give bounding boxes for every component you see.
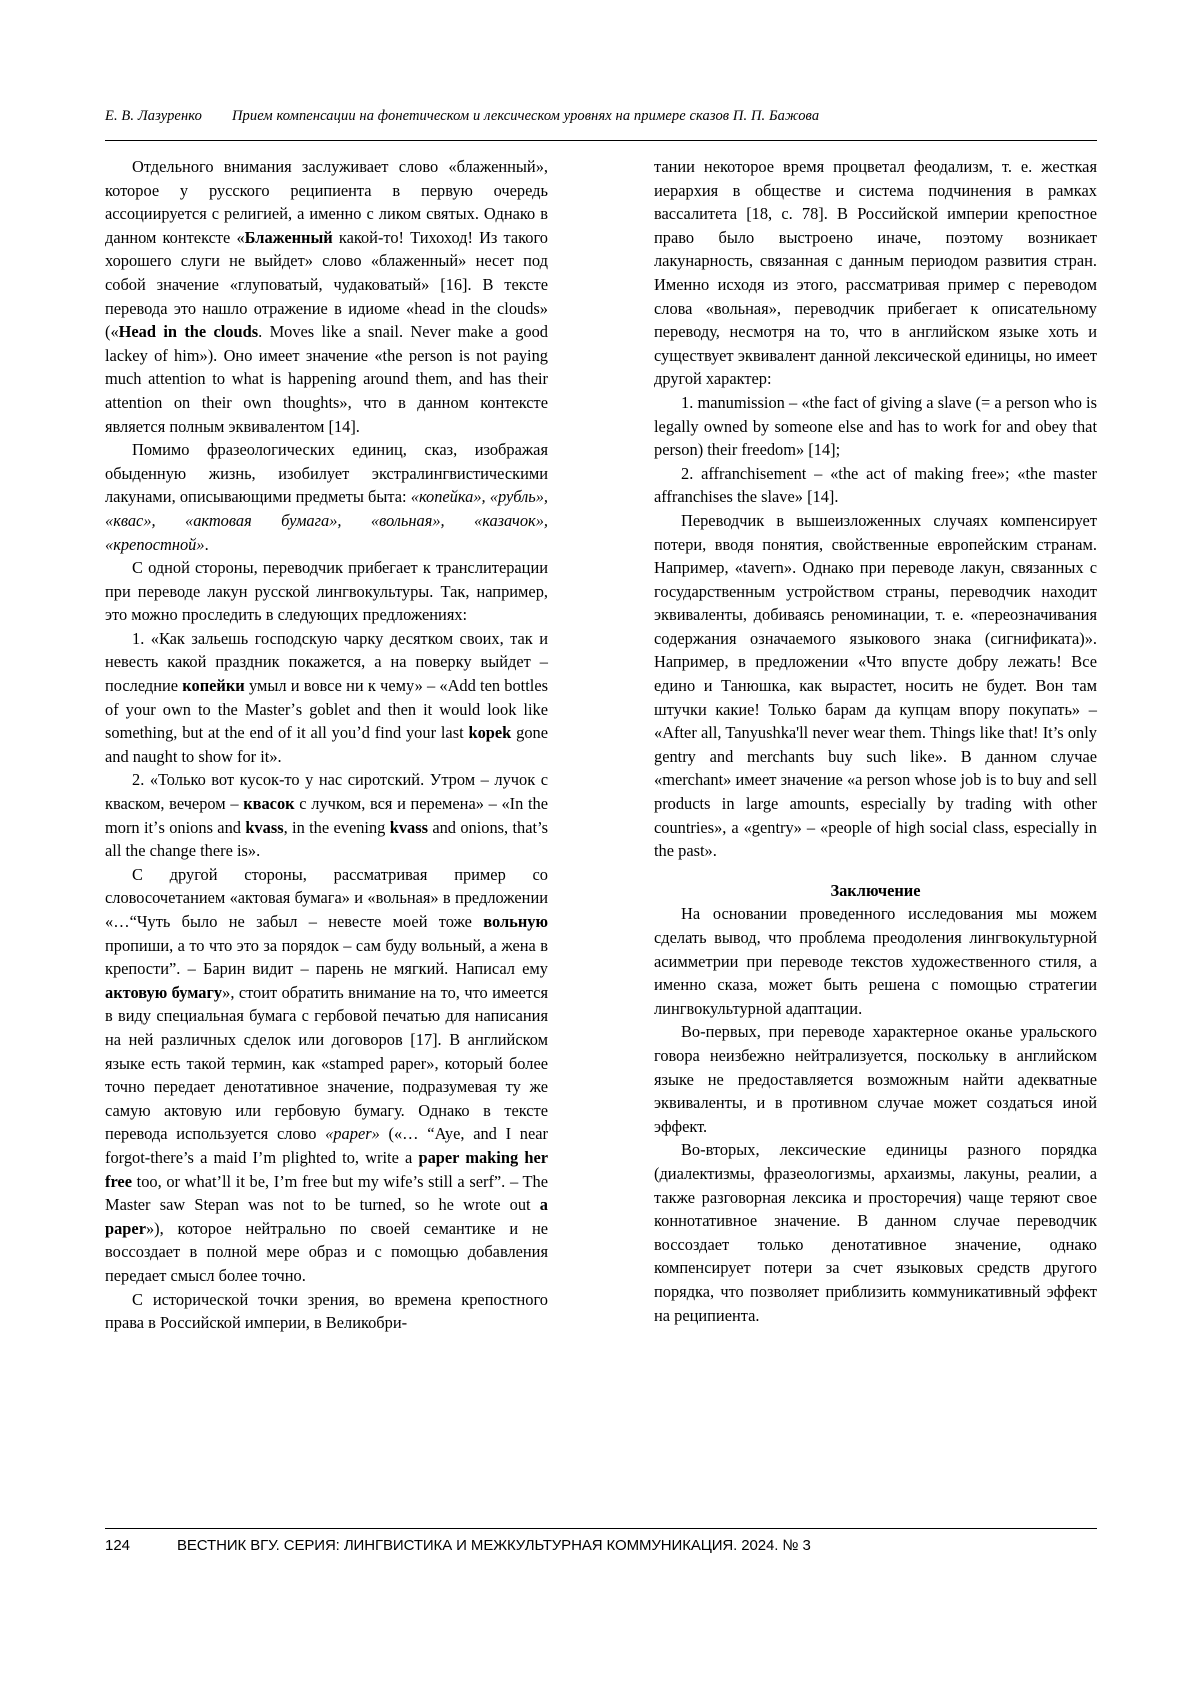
- section-heading-conclusion: Заключение: [830, 880, 921, 900]
- paragraph: Переводчик в вышеизложенных случаях компенсирует потери, вводя понятия, свойственные европейским странам. Например, «tavern». Однако при переводе лакун, связанных с государственным устройством страны, переводчик находит эквиваленты, добиваясь реноминации, т. е. «переозначивания содержания означаемого языкового знака (сигнификата)». Например, в предложении «Что впусте добру лежать! Все едино и Танюшка, как вырастет, носить не будет. Вон там штучки какие! Только барам да купцам впору покупать» – «After all, Tanyushka'll never wear them. Things like that! It’s only gentry and merchants buy such like». В данном случае «merchant» имеет значение «a person whose job is to buy and sell products in large amounts, especially by trading with other countries», а «gentry» – «people of high social class, especially in the past».: [654, 510, 1097, 861]
- running-head-title: Прием компенсации на фонетическом и лексическом уровнях на примере сказов П. П. Бажова: [231, 108, 820, 124]
- paragraph: 1. manumission – «the fact of giving a slave (= a person who is legally owned by someone else and has to work for and obey that person) their freedom» [14];: [654, 392, 1097, 460]
- paragraph: Отдельного внимания заслуживает слово «блаженный», которое у русского реципиента в первую очередь ассоциируется с религией, а именно с ликом святых. Однако в данном контексте «Блаженный какой-то! Тихоход! Из такого хорошего слуги не выйдет» слово «блаженный» несет под собой значение «глуповатый, чудаковатый» [16]. В тексте перевода это нашло отражение в идиоме «head in the clouds» («Head in the clouds. Moves like a snail. Never make a good lackey of him»). Оно имеет значение «the person is not paying much attention to what is happening around them, and has their attention on their own thoughts», что в данном контексте является полным эквивалентом [14].: [105, 157, 548, 436]
- paragraph: 2. affranchisement – «the act of making free»; «the master affranchises the slave» [14].: [654, 463, 1097, 507]
- header-divider: [105, 140, 1097, 141]
- page-number: 124: [105, 1537, 131, 1554]
- paragraph: 2. «Только вот кусок-то у нас сиротский. Утром – лучок с кваском, вечером – квасок с лучком, вся и перемена» – «In the morn itʼs onions and kvass, in the evening kvass and onions, that’s all the change there is».: [105, 770, 549, 861]
- left-column: [105, 155, 548, 1335]
- running-head: [105, 108, 1097, 125]
- right-column: [654, 155, 1097, 1327]
- paragraph: тании некоторое время процветал феодализм, т. е. жесткая иерархия в обществе и система подчинения в рамках вассалитета [18, с. 78]. В Российской империи крепостное право было выстроено иначе, поэтому возникает лакунарность, связанная с данным периодом развития стран. Именно исходя из этого, рассматривая пример с переводом слова «вольная», переводчик прибегает к описательному переводу, несмотря на то, что в английском языке хоть и существует эквивалент данной лексической единицы, но имеет другой характер:: [654, 157, 1097, 389]
- paragraph: С одной стороны, переводчик прибегает к транслитерации при переводе лакун русской лингвокультуры. Так, например, это можно проследить в следующих предложениях:: [105, 558, 548, 625]
- paragraph: Помимо фразеологических единиц, сказ, изображая обыденную жизнь, изобилует экстралингвистическими лакунами, описывающими предметы быта: «копейка», «рубль», «квас», «актовая бумага», «вольная», «казачок», «крепостной».: [105, 440, 548, 554]
- paragraph: На основании проведенного исследования мы можем сделать вывод, что проблема преодоления лингвокультурной асимметрии при переводе текстов художественного стиля, а именно сказа, может быть решена с помощью стратегии лингвокультурной адаптации.: [654, 904, 1097, 1018]
- paragraph: С исторической точки зрения, во времена крепостного права в Российской империи, в Великобри-: [105, 1289, 548, 1333]
- paragraph: Во-вторых, лексические единицы разного порядка (диалектизмы, фразеологизмы, архаизмы, лакуны, реалии, а также разговорная лексика и просторечия) чаще теряют свое коннотативное значение. В данном случае переводчик воссоздает только денотативное значение, однако компенсирует потери за счет языковых средств другого порядка, что позволяет приблизить коммуникативный эффект на реципиента.: [654, 1140, 1097, 1325]
- journal-footer-text: ВЕСТНИК ВГУ. СЕРИЯ: ЛИНГВИСТИКА И МЕЖКУЛЬТУРНАЯ КОММУНИКАЦИЯ. 2024. № 3: [177, 1537, 811, 1554]
- footer-divider: [105, 1528, 1097, 1529]
- paragraph: 1. «Как зальешь господскую чарку десятком своих, так и невесть какой праздник покажется, а на поверку выйдет – последние копейки умыл и вовсе ни к чему» – «Add ten bottles of your own to the Masterʼs goblet and then it would look like something, but at the end of it all youʼd find your last kopek gone and naught to show for it».: [105, 628, 548, 766]
- paragraph: Во-первых, при переводе характерное оканье уральского говора неизбежно нейтрализуется, поскольку в английском языке не предоставляется возможным найти адекватные эквиваленты, и в противном случае может создаться иной эффект.: [654, 1022, 1097, 1136]
- body-columns: [105, 155, 1097, 1485]
- paragraph: С другой стороны, рассматривая пример со словосочетанием «актовая бумага» и «вольная» в предложении «…“Чуть было не забыл – невесте моей тоже вольную пропиши, а то что это за порядок – сам буду вольный, а жена в крепости”. – Барин видит – парень не мягкий. Написал ему актовую бумагу», стоит обратить внимание на то, что имеется в виду специальная бумага с гербовой печатью для написания на ней различных сделок или договоров [17]. В английском языке есть такой термин, как «stamped paper», который более точно передает денотативное значение, подразумевая ту же самую актовую или гербовую бумагу. Однако в тексте перевода используется слово «paper» («… “Aye, and I near forgot-there’s a maid I’m plighted to, write a paper making her free too, or what’ll it be, I’m free but my wife’s still a serf”. – The Master saw Stepan was not to be turned, so he wrote out a paper»), которое нейтрально по своей семантике и не воссоздает в полной мере образ и с помощью добавления передает смысл более точно.: [105, 864, 548, 1285]
- running-head-author: Е. В. Лазуренко: [105, 108, 202, 124]
